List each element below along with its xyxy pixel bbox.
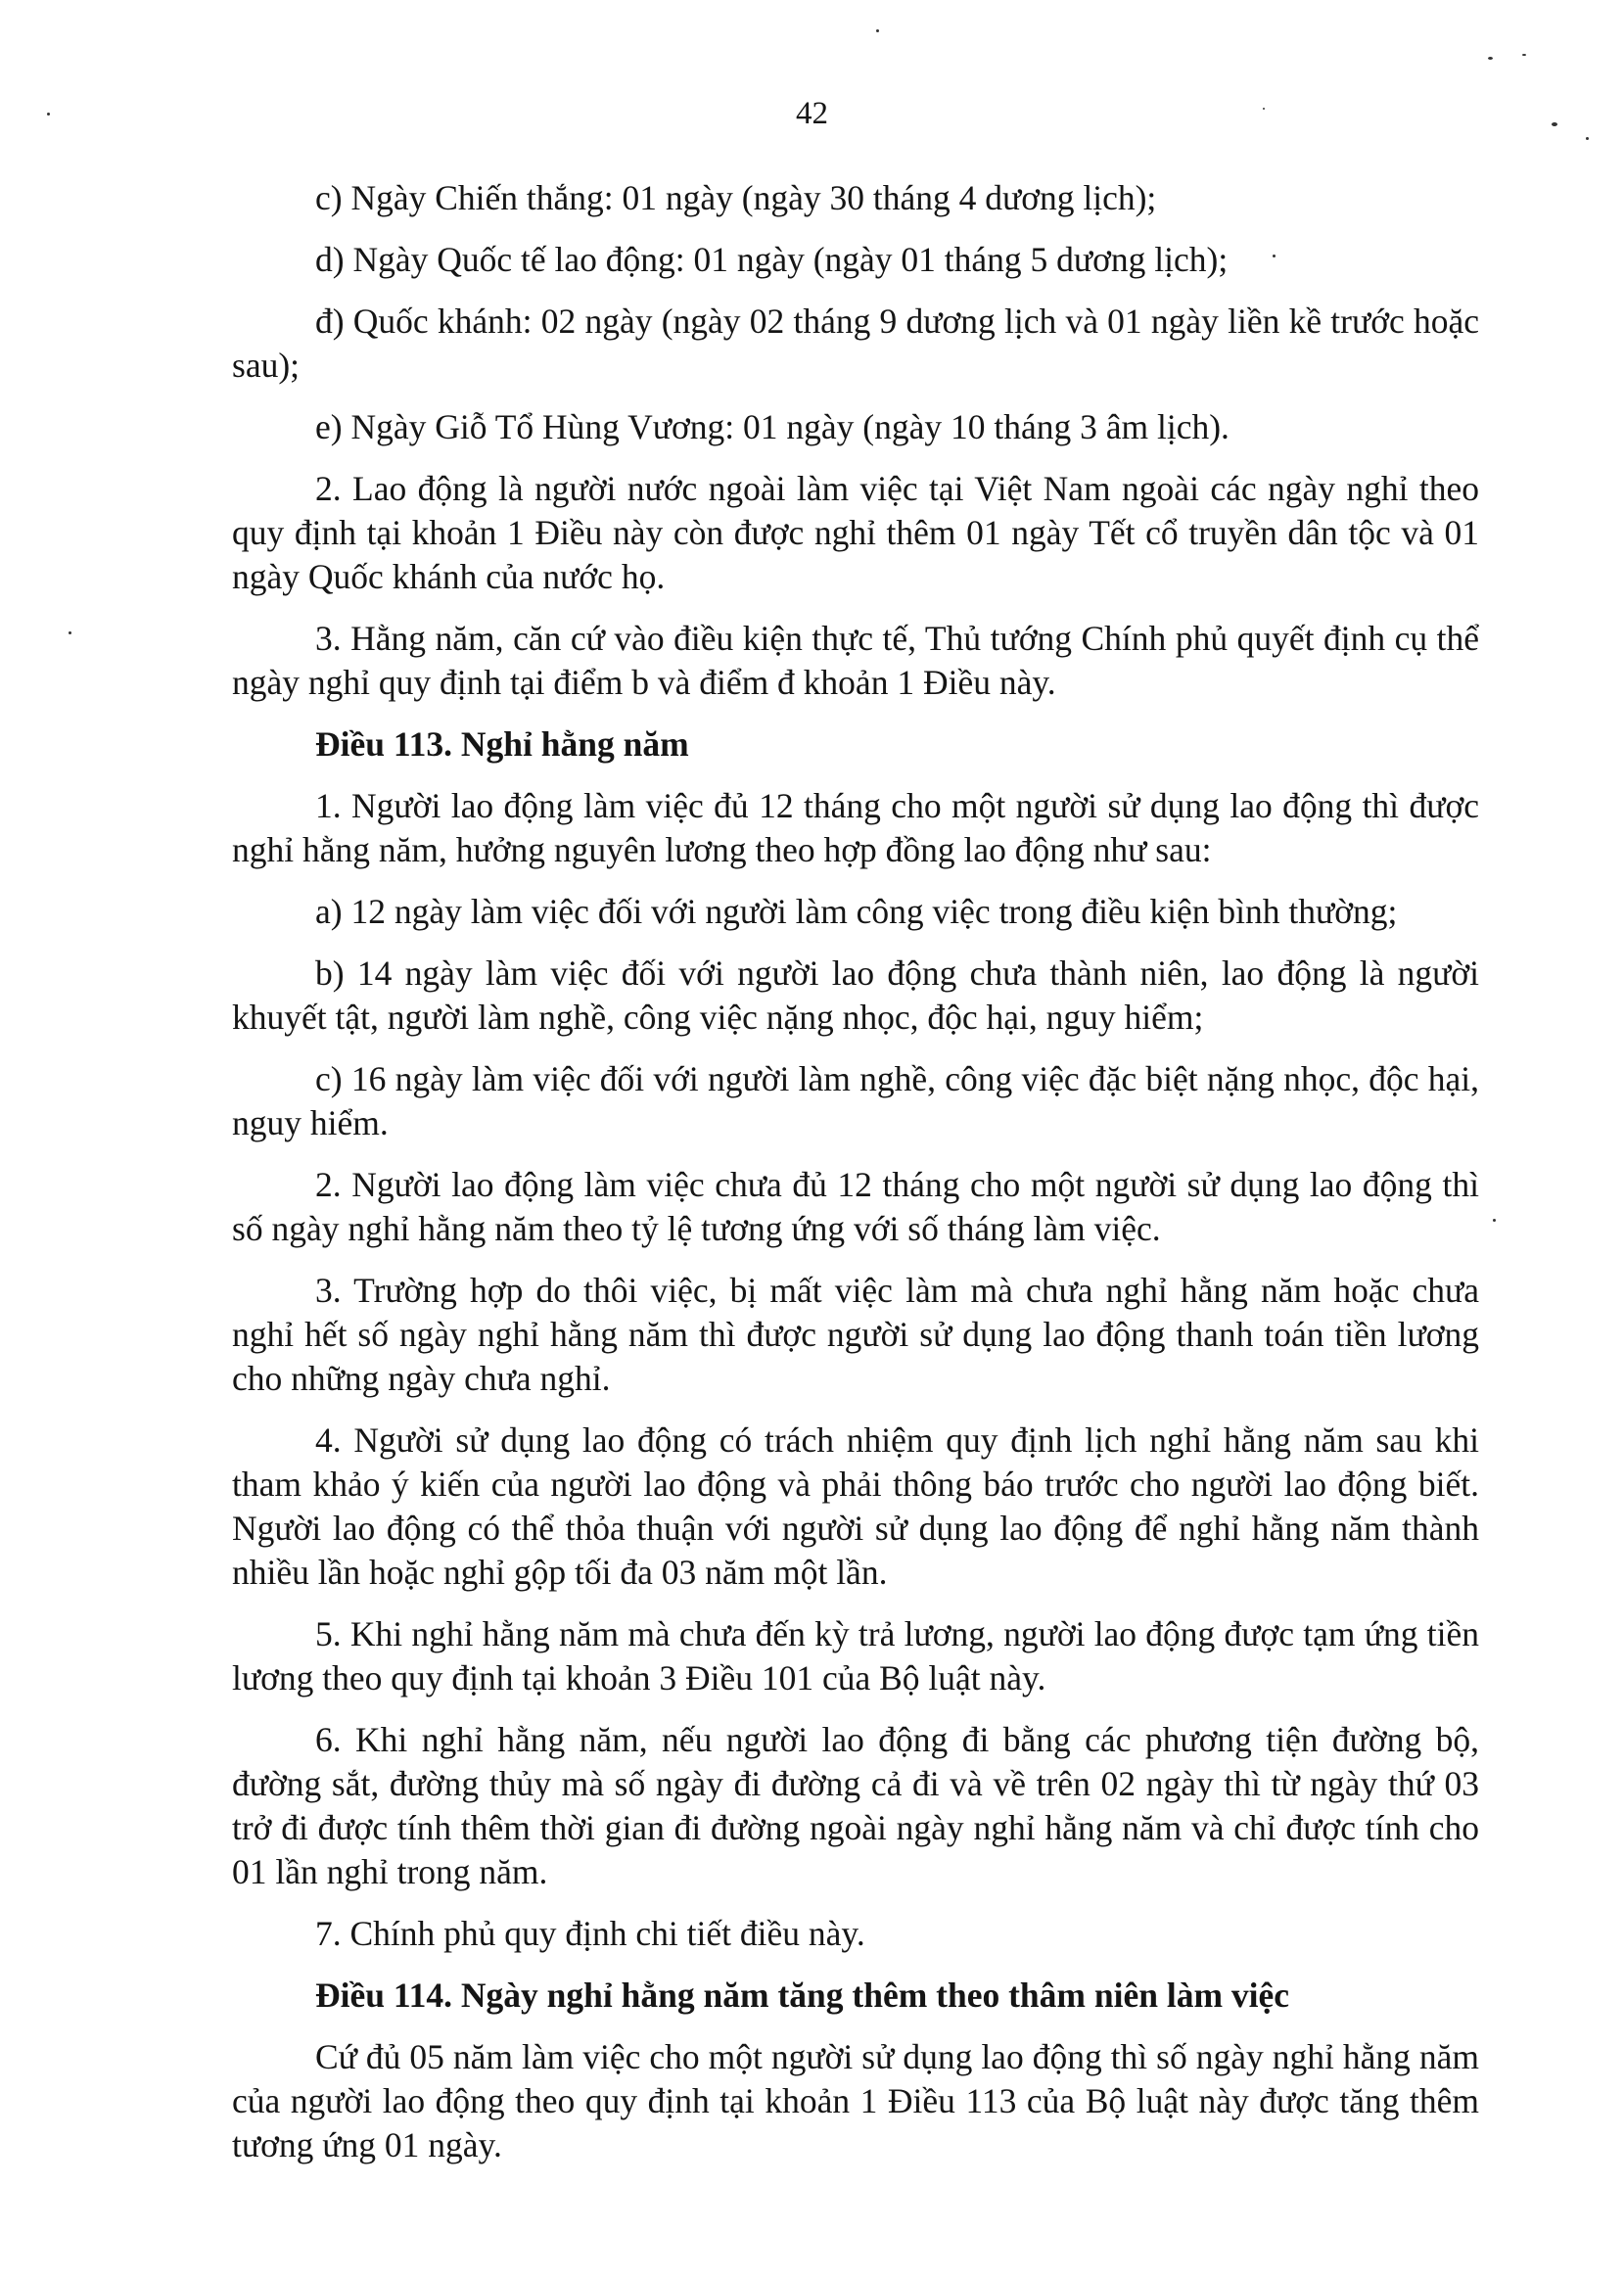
paragraph: c) Ngày Chiến thắng: 01 ngày (ngày 30 tháng 4 dương lịch); <box>315 178 1157 217</box>
paragraph: 2. Lao động là người nước ngoài làm việc tại Việt Nam ngoài các ngày nghỉ theo quy định tại khoản 1 Điều này còn được nghỉ thêm 01 ngày Tết cổ truyền dân tộc và 01 ngày Quốc khánh của nước họ. <box>232 469 1479 596</box>
paragraph: e) Ngày Giỗ Tổ Hùng Vương: 01 ngày (ngày 10 tháng 3 âm lịch). <box>315 407 1230 446</box>
paragraph: 7. Chính phủ quy định chi tiết điều này. <box>315 1914 865 1953</box>
paragraph: đ) Quốc khánh: 02 ngày (ngày 02 tháng 9 dương lịch và 01 ngày liền kề trước hoặc sau); <box>232 302 1479 385</box>
paragraph: d) Ngày Quốc tế lao động: 01 ngày (ngày 01 tháng 5 dương lịch); <box>315 240 1229 279</box>
paragraph: 1. Người lao động làm việc đủ 12 tháng cho một người sử dụng lao động thì được nghỉ hằng năm, hưởng nguyên lương theo hợp đồng lao động như sau: <box>232 786 1479 869</box>
paragraph: a) 12 ngày làm việc đối với người làm công việc trong điều kiện bình thường; <box>315 892 1398 931</box>
scan-speck <box>1488 57 1493 60</box>
paragraph: 3. Hằng năm, căn cứ vào điều kiện thực tế, Thủ tướng Chính phủ quyết định cụ thể ngày nghỉ quy định tại điểm b và điểm đ khoản 1 Điều này. <box>232 619 1479 702</box>
paragraph: 5. Khi nghỉ hằng năm mà chưa đến kỳ trả lương, người lao động được tạm ứng tiền lương theo quy định tại khoản 3 Điều 101 của Bộ luật này. <box>232 1614 1479 1698</box>
paragraph: 3. Trường hợp do thôi việc, bị mất việc làm mà chưa nghỉ hằng năm hoặc chưa nghỉ hết số ngày nghỉ hằng năm thì được người sử dụng lao động thanh toán tiền lương cho những ngày chưa nghỉ. <box>232 1271 1479 1398</box>
paragraph: 4. Người sử dụng lao động có trách nhiệm quy định lịch nghỉ hằng năm sau khi tham khảo ý kiến của người lao động và phải thông báo trước cho người lao động biết. Người lao động có thể thỏa thuận với người sử dụng lao động để nghỉ hằng năm thành nhiều lần hoặc nghỉ gộp tối đa 03 năm một lần. <box>232 1420 1479 1592</box>
paragraph: b) 14 ngày làm việc đối với người lao động chưa thành niên, lao động là người khuyết tật, người làm nghề, công việc nặng nhọc, độc hại, nguy hiểm; <box>232 953 1479 1037</box>
scan-speck <box>1586 137 1589 140</box>
document-body <box>232 176 1479 2185</box>
paragraph: 6. Khi nghỉ hằng năm, nếu người lao động đi bằng các phương tiện đường bộ, đường sắt, đường thủy mà số ngày đi đường cả đi và về trên 02 ngày thì từ ngày thứ 03 trở đi được tính thêm thời gian đi đường ngoài ngày nghỉ hằng năm và chỉ được tính cho 01 lần nghỉ trong năm. <box>232 1720 1479 1891</box>
article-heading-113: Điều 113. Nghỉ hằng năm <box>315 724 689 764</box>
page-number: 42 <box>796 96 828 131</box>
paragraph: c) 16 ngày làm việc đối với người làm nghề, công việc đặc biệt nặng nhọc, độc hại, nguy hiểm. <box>232 1059 1479 1142</box>
paragraph: Cứ đủ 05 năm làm việc cho một người sử dụng lao động thì số ngày nghỉ hằng năm của người lao động theo quy định tại khoản 1 Điều 113 của Bộ luật này được tăng thêm tương ứng 01 ngày. <box>232 2037 1479 2164</box>
scan-speck <box>876 29 879 32</box>
paragraph: 2. Người lao động làm việc chưa đủ 12 tháng cho một người sử dụng lao động thì số ngày nghỉ hằng năm theo tỷ lệ tương ứng với số tháng làm việc. <box>232 1165 1479 1248</box>
scan-speck <box>1522 54 1526 56</box>
scan-speck <box>1493 1219 1496 1222</box>
article-heading-114: Điều 114. Ngày nghỉ hằng năm tăng thêm theo thâm niên làm việc <box>315 1976 1290 2015</box>
scan-speck <box>69 631 71 634</box>
